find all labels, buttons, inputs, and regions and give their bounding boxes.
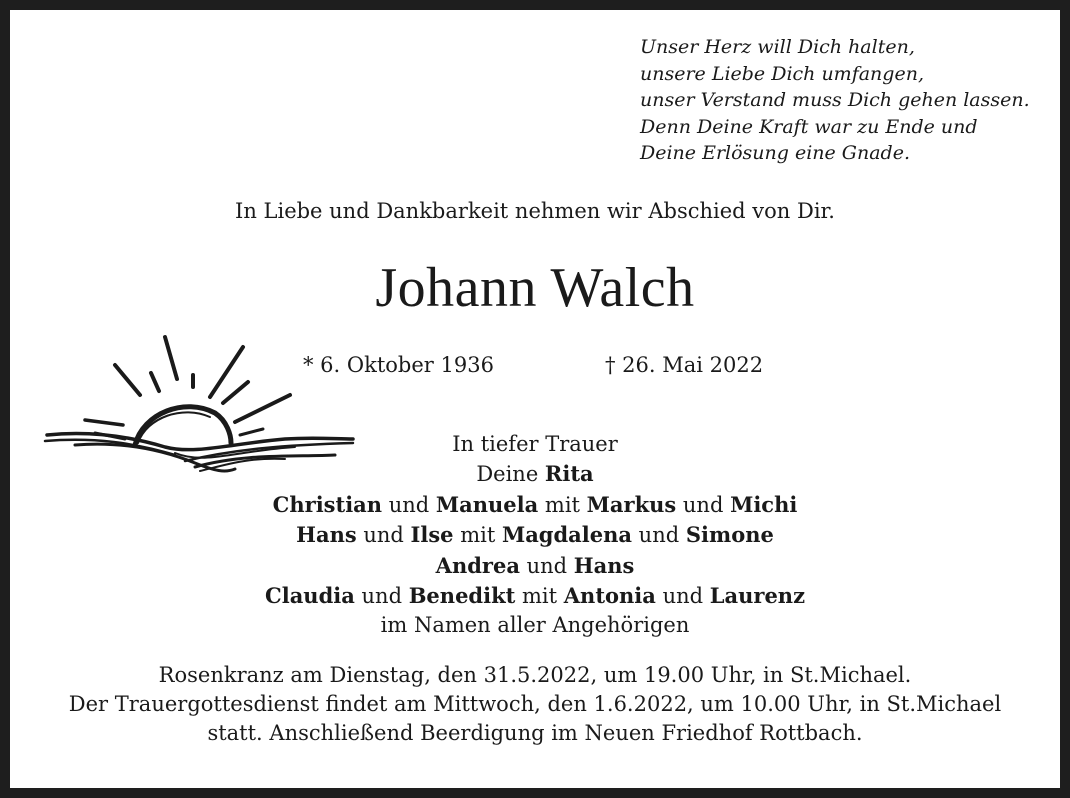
mourner-name: Laurenz [709, 583, 805, 609]
death-date: † 26. Mai 2022 [605, 353, 764, 377]
mourner-name: Hans [296, 522, 357, 548]
mourner-name: Michi [730, 491, 798, 517]
mourner-name: Benedikt [408, 583, 516, 609]
poem-line: unser Verstand muss Dich gehen lassen. [640, 89, 1030, 111]
poem-line: Unser Herz will Dich halten, [640, 36, 915, 58]
mourner-line [10, 551, 1060, 581]
birth-date: * 6. Oktober 1936 [303, 353, 494, 377]
mourner-name: Markus [586, 491, 677, 517]
intro-text: In Liebe und Dankbarkeit nehmen wir Abschied von Dir. [235, 199, 835, 223]
connector-text: und [632, 523, 686, 548]
mourner-name: Christian [272, 491, 383, 517]
mourner-name: Rita [544, 461, 594, 487]
mourners-list [10, 430, 1060, 641]
connector-text: und [354, 584, 409, 609]
mourning-intro: In tiefer Trauer [452, 432, 618, 456]
mourner-line [10, 459, 1060, 489]
mourning-closing: im Namen aller Angehörigen [380, 613, 690, 638]
connector-text: und [676, 492, 731, 517]
mourner-name: Claudia [265, 583, 355, 609]
mourner-name: Magdalena [501, 522, 632, 548]
connector-text: und [356, 523, 411, 548]
deceased-name: Johann Walch [375, 257, 695, 319]
connector-text: mit [538, 492, 587, 517]
connector-text: mit [515, 584, 564, 609]
mourner-line [10, 520, 1060, 550]
poem [640, 34, 1030, 167]
service-line: Der Trauergottesdienst findet am Mittwoch, den 1.6.2022, um 10.00 Uhr, in St.Michael [68, 692, 1002, 716]
mourner-name: Andrea [435, 552, 520, 578]
service-info [10, 661, 1060, 748]
connector-text: und [382, 492, 436, 517]
connector-text: Deine [476, 462, 545, 487]
connector-text: und [519, 553, 574, 578]
poem-line: unsere Liebe Dich umfangen, [640, 62, 924, 85]
mourner-name: Manuela [435, 491, 539, 517]
mourner-line [10, 490, 1060, 520]
connector-text: mit [453, 523, 502, 548]
mourner-line [10, 581, 1060, 611]
connector-text: und [655, 584, 710, 609]
service-line: statt. Anschließend Beerdigung im Neuen Friedhof Rottbach. [207, 721, 863, 745]
mourner-name: Antonia [563, 583, 656, 609]
mourner-name: Ilse [410, 522, 454, 548]
poem-line: Denn Deine Kraft war zu Ende und [640, 115, 978, 138]
mourner-name: Hans [573, 552, 635, 578]
service-line: Rosenkranz am Dienstag, den 31.5.2022, um 19.00 Uhr, in St.Michael. [158, 663, 912, 687]
poem-line: Deine Erlösung eine Gnade. [640, 142, 910, 164]
mourner-name: Simone [685, 522, 774, 548]
